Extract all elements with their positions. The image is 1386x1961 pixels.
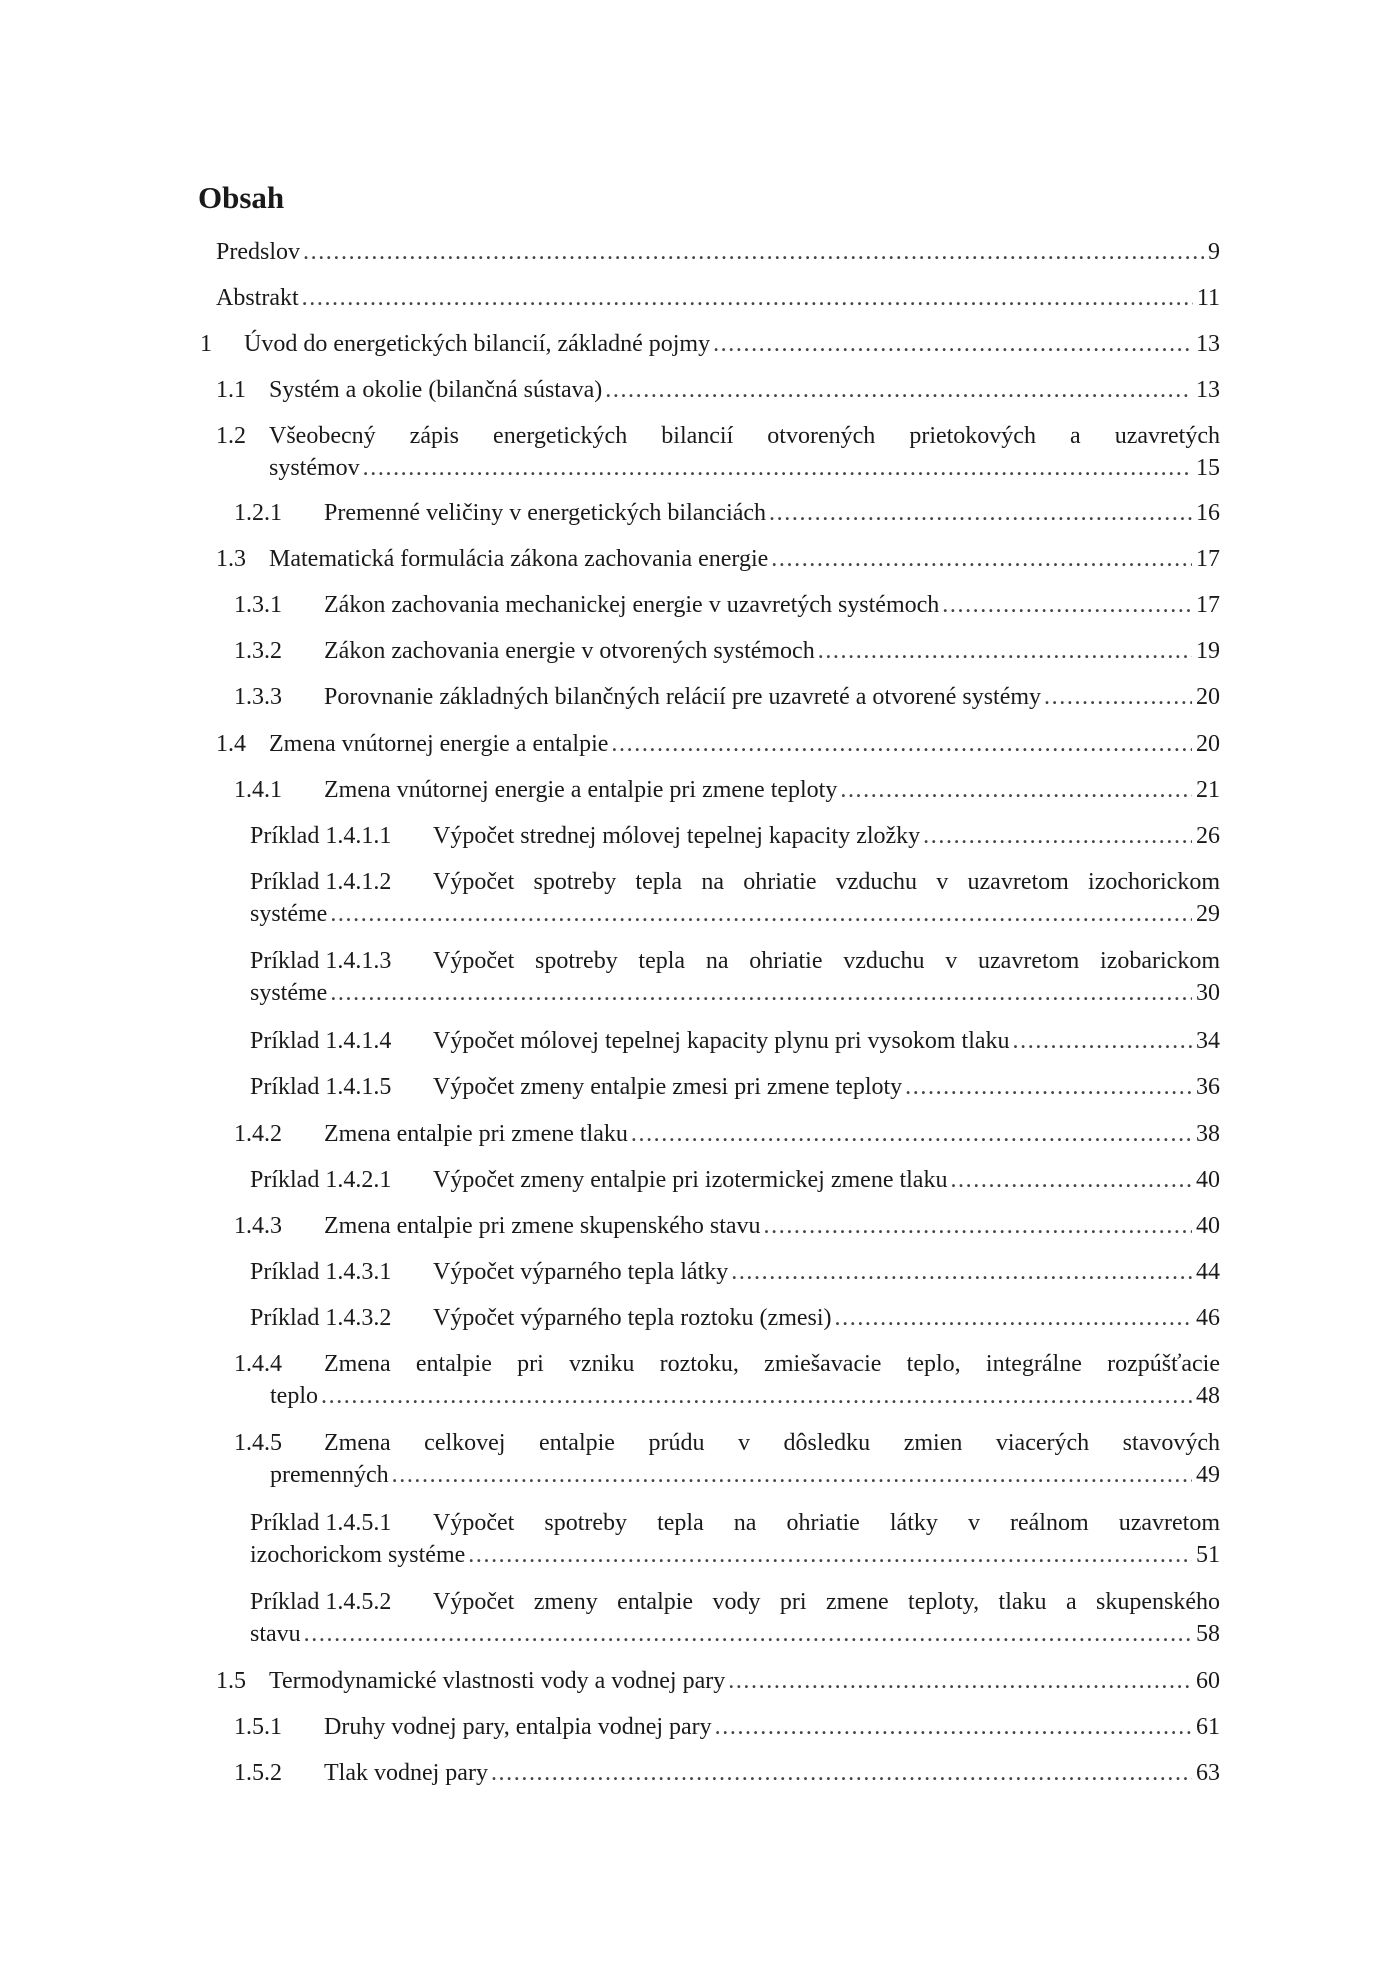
toc-entry-title: Výpočet spotreby tepla na ohriatie vzduchu v uzavretom izobarickom: [433, 948, 1220, 974]
toc-entry-line: [250, 898, 1220, 930]
toc-entry[interactable]: [216, 1665, 1220, 1697]
toc-entry-number: Príklad 1.4.5.2: [250, 1589, 392, 1615]
toc-entry-title: Výpočet zmeny entalpie pri izotermickej zmene tlaku: [433, 1167, 948, 1193]
toc-entry[interactable]: [234, 774, 1220, 806]
toc-entry-title: Porovnanie základných bilančných relácií pre uzavreté a otvorené systémy: [324, 684, 1042, 710]
dot-leader: [923, 820, 1192, 852]
dot-leader: [321, 1380, 1192, 1412]
toc-entry[interactable]: [250, 1025, 1220, 1057]
toc-entry[interactable]: [234, 1711, 1220, 1743]
toc-entry-page: 20: [1196, 731, 1220, 757]
toc-entry-line: [234, 1459, 1220, 1491]
toc-entry-title: Zákon zachovania mechanickej energie v uzavretých systémoch: [324, 592, 940, 618]
toc-entry-page: 60: [1196, 1668, 1220, 1694]
toc-entry-number: 1.3: [216, 546, 246, 572]
toc-entry[interactable]: [250, 820, 1220, 852]
toc-entry-page: 51: [1196, 1542, 1220, 1568]
toc-entry-line: [216, 543, 1220, 575]
toc-entry-line: [234, 635, 1220, 667]
toc-entry-line: [250, 1586, 1220, 1618]
toc-entry-page: 38: [1196, 1121, 1220, 1147]
toc-entry-page: 40: [1196, 1167, 1220, 1193]
toc-entry-number: Príklad 1.4.3.2: [250, 1305, 392, 1331]
toc-entry-title-continued: systémov: [269, 455, 360, 481]
toc-entry-line: [234, 1757, 1220, 1789]
toc-entry-number: 1.3.1: [234, 592, 282, 618]
toc-entry-line: [216, 420, 1220, 452]
toc-entry[interactable]: [250, 1071, 1220, 1103]
toc-entry-number: 1.4.5: [234, 1430, 282, 1456]
toc-entry-line: [234, 1118, 1220, 1150]
toc-entry-line: [250, 1539, 1220, 1571]
dot-leader: [942, 589, 1192, 621]
toc-entry-line: [250, 1618, 1220, 1650]
toc-entry-line: [234, 1348, 1220, 1380]
toc-entry-title: Výpočet spotreby tepla na ohriatie látky v reálnom uzavretom: [433, 1510, 1220, 1536]
toc-entry-title: Výpočet zmeny entalpie vody pri zmene teploty, tlaku a skupenského: [433, 1589, 1220, 1615]
toc-entry[interactable]: [234, 1348, 1220, 1412]
toc-entry-line: [250, 866, 1220, 898]
toc-entry-page: 58: [1196, 1621, 1220, 1647]
toc-entry-page: 36: [1196, 1074, 1220, 1100]
toc-entry-title-continued: izochorickom systéme: [250, 1542, 466, 1568]
toc-entry-line: [234, 1711, 1220, 1743]
toc-entry[interactable]: [234, 635, 1220, 667]
dot-leader: [818, 635, 1192, 667]
page-title: Obsah: [198, 180, 285, 215]
toc-entry-title: Výpočet strednej mólovej tepelnej kapacity zložky: [433, 823, 921, 849]
toc-entry-page: 20: [1196, 684, 1220, 710]
dot-leader: [764, 1210, 1192, 1242]
toc-entry[interactable]: [234, 589, 1220, 621]
dot-leader: [1044, 681, 1192, 713]
toc-entry-line: [216, 452, 1220, 484]
toc-entry-title-continued: systéme: [250, 980, 328, 1006]
toc-entry-line: [250, 820, 1220, 852]
toc-entry-title: Výpočet mólovej tepelnej kapacity plynu pri vysokom tlaku: [433, 1028, 1010, 1054]
toc-entry-title: Výpočet spotreby tepla na ohriatie vzduchu v uzavretom izochorickom: [433, 869, 1220, 895]
dot-leader: [303, 236, 1204, 268]
toc-entry-line: [234, 1210, 1220, 1242]
toc-entry-line: [216, 1665, 1220, 1697]
toc-entry-line: [216, 282, 1220, 314]
toc-entry-page: 21: [1196, 777, 1220, 803]
toc-entry[interactable]: [234, 1757, 1220, 1789]
dot-leader: [605, 374, 1192, 406]
toc-entry-page: 26: [1196, 823, 1220, 849]
toc-entry-line: [216, 236, 1220, 268]
toc-entry[interactable]: [250, 1256, 1220, 1288]
dot-leader: [835, 1302, 1192, 1334]
toc-entry[interactable]: [250, 866, 1220, 930]
toc-entry-number: Príklad 1.4.3.1: [250, 1259, 392, 1285]
toc-entry-line: [234, 681, 1220, 713]
toc-entry-line: [250, 1071, 1220, 1103]
toc-entry-number: 1.5.2: [234, 1760, 282, 1786]
toc-entry-page: 17: [1196, 592, 1220, 618]
toc-entry[interactable]: [250, 1507, 1220, 1571]
toc-entry-title: Abstrakt: [216, 285, 299, 311]
toc-entry-title: Úvod do energetických bilancií, základné pojmy: [244, 331, 711, 357]
toc-entry-title: Zmena celkovej entalpie prúdu v dôsledku zmien viacerých stavových: [324, 1430, 1220, 1456]
toc-entry-number: 1.5: [216, 1668, 246, 1694]
toc-entry-page: 19: [1196, 638, 1220, 664]
toc-entry-number: 1.3.2: [234, 638, 282, 664]
dot-leader: [363, 452, 1192, 484]
toc-entry-title: Zmena entalpie pri zmene skupenského stavu: [324, 1213, 761, 1239]
toc-entry-number: 1.4.3: [234, 1213, 282, 1239]
toc-entry-page: 29: [1196, 901, 1220, 927]
toc-entry[interactable]: [216, 236, 1220, 268]
toc-entry[interactable]: [250, 945, 1220, 1009]
toc-entry-page: 11: [1196, 285, 1220, 311]
toc-entry-page: 61: [1196, 1714, 1220, 1740]
toc-entry-line: [234, 1380, 1220, 1412]
toc-entry[interactable]: [216, 543, 1220, 575]
toc-entry-title: Zmena vnútornej energie a entalpie pri zmene teploty: [324, 777, 838, 803]
toc-entry-title: Zmena vnútornej energie a entalpie: [269, 731, 609, 757]
toc-entry[interactable]: [216, 282, 1220, 314]
toc-entry-number: Príklad 1.4.1.3: [250, 948, 392, 974]
toc-entry-number: 1: [200, 331, 212, 357]
toc-entry-title: Tlak vodnej pary: [324, 1760, 488, 1786]
toc-entry-line: [234, 1427, 1220, 1459]
dot-leader: [304, 1618, 1192, 1650]
dot-leader: [491, 1757, 1192, 1789]
toc-entry-number: 1.4.2: [234, 1121, 282, 1147]
toc-entry-page: 63: [1196, 1760, 1220, 1786]
toc-entry-line: [250, 1164, 1220, 1196]
toc-entry-number: 1.4.4: [234, 1351, 282, 1377]
toc-entry-title-continued: teplo: [270, 1383, 318, 1409]
toc-entry-number: 1.3.3: [234, 684, 282, 710]
toc-entry[interactable]: [234, 681, 1220, 713]
toc-entry-title: Zákon zachovania energie v otvorených systémoch: [324, 638, 815, 664]
toc-entry-page: 48: [1196, 1383, 1220, 1409]
toc-entry-title: Premenné veličiny v energetických bilanciách: [324, 500, 767, 526]
toc-entry-number: 1.2: [216, 423, 246, 449]
toc-entry[interactable]: [216, 728, 1220, 760]
dot-leader: [713, 328, 1192, 360]
toc-entry-number: 1.4.1: [234, 777, 282, 803]
dot-leader: [728, 1665, 1192, 1697]
dot-leader: [731, 1256, 1192, 1288]
dot-leader: [330, 977, 1192, 1009]
toc-entry-line: [234, 589, 1220, 621]
toc-entry-title: Zmena entalpie pri vzniku roztoku, zmiešavacie teplo, integrálne rozpúšťacie: [324, 1351, 1220, 1377]
toc-entry-title: Systém a okolie (bilančná sústava): [269, 377, 603, 403]
toc-entry-line: [250, 1256, 1220, 1288]
toc-entry-title: Výpočet výparného tepla látky: [433, 1259, 729, 1285]
dot-leader: [715, 1711, 1192, 1743]
toc-entry-title: Výpočet zmeny entalpie zmesi pri zmene teploty: [433, 1074, 903, 1100]
toc-entry-title: Druhy vodnej pary, entalpia vodnej pary: [324, 1714, 712, 1740]
toc-entry-title: Predslov: [216, 239, 300, 265]
toc-entry-number: Príklad 1.4.1.4: [250, 1028, 392, 1054]
toc-entry-page: 44: [1196, 1259, 1220, 1285]
toc-entry-page: 15: [1196, 455, 1220, 481]
toc-entry-page: 9: [1208, 239, 1220, 265]
dot-leader: [905, 1071, 1192, 1103]
toc-entry-number: Príklad 1.4.2.1: [250, 1167, 392, 1193]
toc-entry[interactable]: [234, 1427, 1220, 1491]
toc-entry-number: 1.4: [216, 731, 246, 757]
toc-entry-page: 30: [1196, 980, 1220, 1006]
toc-entry-title: Matematická formulácia zákona zachovania energie: [269, 546, 769, 572]
toc-entry-line: [200, 328, 1220, 360]
toc-entry-title-continued: stavu: [250, 1621, 301, 1647]
toc-entry-page: 40: [1196, 1213, 1220, 1239]
toc-entry-number: Príklad 1.4.5.1: [250, 1510, 392, 1536]
dot-leader: [771, 543, 1192, 575]
toc-entry-number: Príklad 1.4.1.2: [250, 869, 392, 895]
toc-entry-title: Všeobecný zápis energetických bilancií otvorených prietokových a uzavretých: [269, 423, 1220, 449]
dot-leader: [330, 898, 1192, 930]
toc-entry-number: 1.2.1: [234, 500, 282, 526]
dot-leader: [468, 1539, 1192, 1571]
toc-entry-page: 16: [1196, 500, 1220, 526]
dot-leader: [1013, 1025, 1192, 1057]
toc-entry-line: [250, 1025, 1220, 1057]
toc-entry-page: 17: [1196, 546, 1220, 572]
dot-leader: [611, 728, 1192, 760]
toc-entry-number: 1.5.1: [234, 1714, 282, 1740]
toc-entry-page: 49: [1196, 1462, 1220, 1488]
toc-entry-number: 1.1: [216, 377, 246, 403]
dot-leader: [950, 1164, 1192, 1196]
dot-leader: [769, 497, 1192, 529]
toc-entry-line: [234, 774, 1220, 806]
toc-entry-page: 13: [1196, 331, 1220, 357]
toc-entry[interactable]: [250, 1586, 1220, 1650]
toc-entry-number: Príklad 1.4.1.5: [250, 1074, 392, 1100]
toc-entry[interactable]: [250, 1302, 1220, 1334]
dot-leader: [840, 774, 1192, 806]
toc-entry[interactable]: [216, 420, 1220, 484]
toc-entry[interactable]: [234, 497, 1220, 529]
toc-entry-title: Termodynamické vlastnosti vody a vodnej pary: [269, 1668, 726, 1694]
dot-leader: [392, 1459, 1192, 1491]
toc-entry-line: [216, 374, 1220, 406]
toc-entry-title: Zmena entalpie pri zmene tlaku: [324, 1121, 628, 1147]
toc-entry-title-continued: systéme: [250, 901, 328, 927]
toc-entry[interactable]: [216, 374, 1220, 406]
toc-entry-line: [250, 1507, 1220, 1539]
toc-entry-line: [216, 728, 1220, 760]
toc-entry-title-continued: premenných: [270, 1462, 389, 1488]
toc-entry[interactable]: [200, 328, 1220, 360]
toc-entry-line: [250, 977, 1220, 1009]
toc-entry-line: [234, 497, 1220, 529]
toc-entry[interactable]: [234, 1118, 1220, 1150]
toc-entry-line: [250, 945, 1220, 977]
toc-entry-number: Príklad 1.4.1.1: [250, 823, 392, 849]
toc-entry-page: 13: [1196, 377, 1220, 403]
dot-leader: [631, 1118, 1192, 1150]
toc-entry-page: 46: [1196, 1305, 1220, 1331]
toc-entry-page: 34: [1196, 1028, 1220, 1054]
toc-entry[interactable]: [250, 1164, 1220, 1196]
dot-leader: [302, 282, 1193, 314]
toc-entry-title: Výpočet výparného tepla roztoku (zmesi): [433, 1305, 832, 1331]
toc-entry-line: [250, 1302, 1220, 1334]
toc-entry[interactable]: [234, 1210, 1220, 1242]
